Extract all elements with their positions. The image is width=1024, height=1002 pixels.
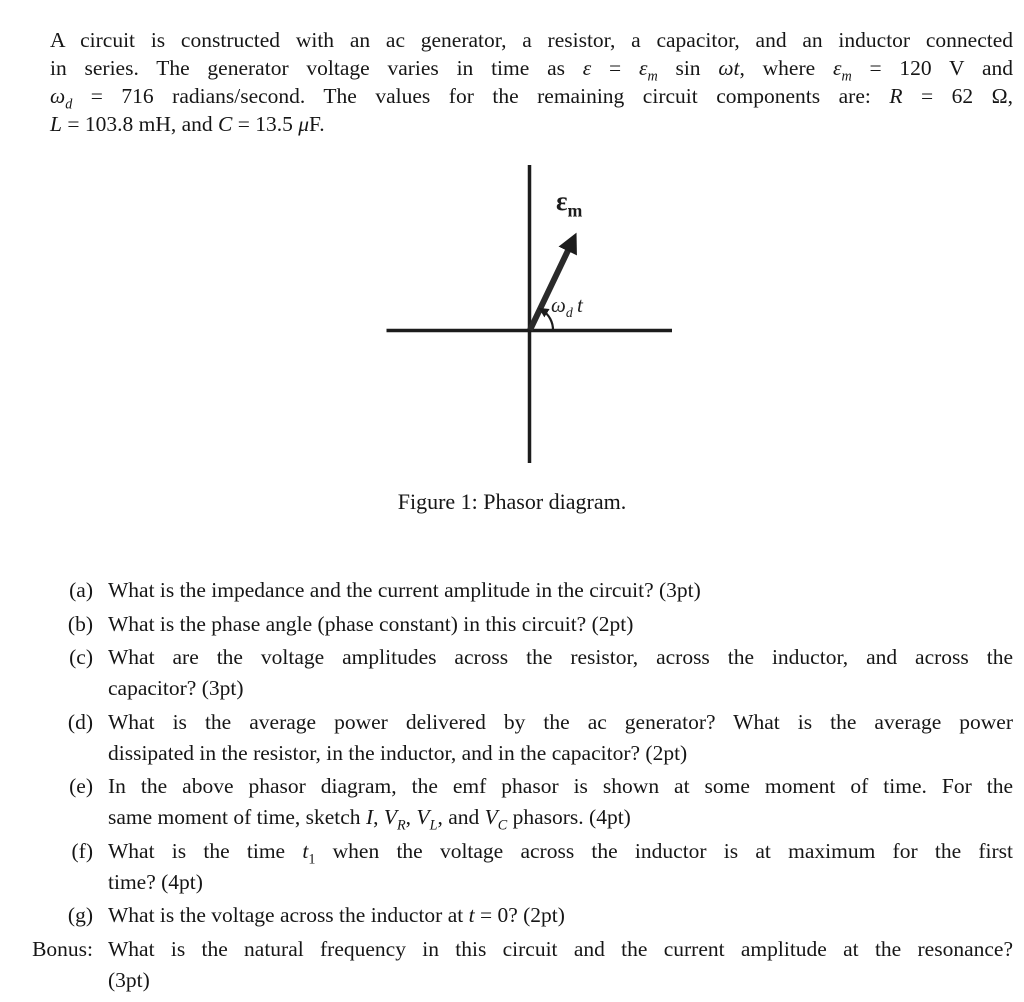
- text-line: What is the natural frequency in this circuit and the current amplitude at the resonance?: [108, 936, 1013, 961]
- emf-label: $\varepsilon_m$: [556, 186, 583, 221]
- text-line: What is the average power delivered by the ac generator? What is the average power: [108, 709, 1013, 734]
- question-text: [108, 609, 1013, 640]
- problem-statement: [50, 26, 1013, 138]
- text-line: in series. The generator voltage varies in time as $\varepsilon = \varepsilon_m$ sin ωt, where $\varepsilon_m = 120$ V and: [50, 56, 1013, 85]
- question-label: (f): [71, 838, 93, 863]
- text-line: In the above phasor diagram, the emf phasor is shown at some moment of time. For the: [108, 774, 1013, 798]
- text-line: What is the phase angle (phase constant) in this circuit? (2pt): [108, 611, 634, 636]
- question-item-g: [0, 900, 1013, 931]
- text-line: What is the time $t_1$ when the voltage across the inductor is at maximum for the first: [108, 838, 1013, 867]
- question-label: (e): [69, 774, 93, 798]
- text-line: What is the voltage across the inductor at t = 0? (2pt): [108, 903, 565, 927]
- text-line: A circuit is constructed with an ac generator, a resistor, a capacitor, and an inductor connected: [50, 28, 1013, 52]
- question-text: [108, 575, 1013, 606]
- question-label: (b): [67, 611, 93, 636]
- text-line: capacitor? (3pt): [108, 676, 244, 700]
- question-item-f: [0, 836, 1013, 898]
- text-line: same moment of time, sketch I, $V_R$, $V_L$, and $V_C$ phasors. (4pt): [108, 805, 631, 834]
- question-text: [108, 771, 1013, 833]
- question-text: [108, 836, 1013, 898]
- question-label: (c): [69, 645, 93, 669]
- question-item-bonus: [0, 934, 1013, 996]
- question-item-b: [0, 609, 1013, 640]
- question-item-c: [0, 642, 1013, 704]
- question-label: Bonus:: [32, 936, 93, 961]
- figure-caption: Figure 1: Phasor diagram.: [397, 489, 627, 514]
- text-line: time? (4pt): [108, 869, 203, 894]
- phasor-figure: [380, 158, 680, 470]
- question-text: [108, 900, 1013, 931]
- question-label: (d): [67, 709, 93, 734]
- question-label: (a): [69, 578, 93, 602]
- phasor-diagram-svg: [380, 158, 680, 470]
- text-line: What is the impedance and the current amplitude in the circuit? (3pt): [108, 578, 701, 602]
- question-item-a: [0, 575, 1013, 606]
- question-item-d: [0, 707, 1013, 769]
- text-line: (3pt): [108, 967, 150, 992]
- question-text: [108, 707, 1013, 769]
- text-line: $\omega_d = 716$ radians/second. The values for the remaining circuit components are: R = 62 Ω,: [50, 84, 1013, 113]
- question-text: [108, 934, 1013, 996]
- question-label: (g): [67, 903, 93, 927]
- angle-label: $\omega_d$ t: [551, 293, 583, 321]
- question-list: [0, 575, 1013, 998]
- text-line: What are the voltage amplitudes across the resistor, across the inductor, and across the: [108, 645, 1013, 669]
- text-line: L = 103.8 mH, and C = 13.5 μF.: [50, 112, 325, 136]
- text-line: dissipated in the resistor, in the inductor, and in the capacitor? (2pt): [108, 740, 688, 765]
- question-item-e: [0, 771, 1013, 833]
- question-text: [108, 642, 1013, 704]
